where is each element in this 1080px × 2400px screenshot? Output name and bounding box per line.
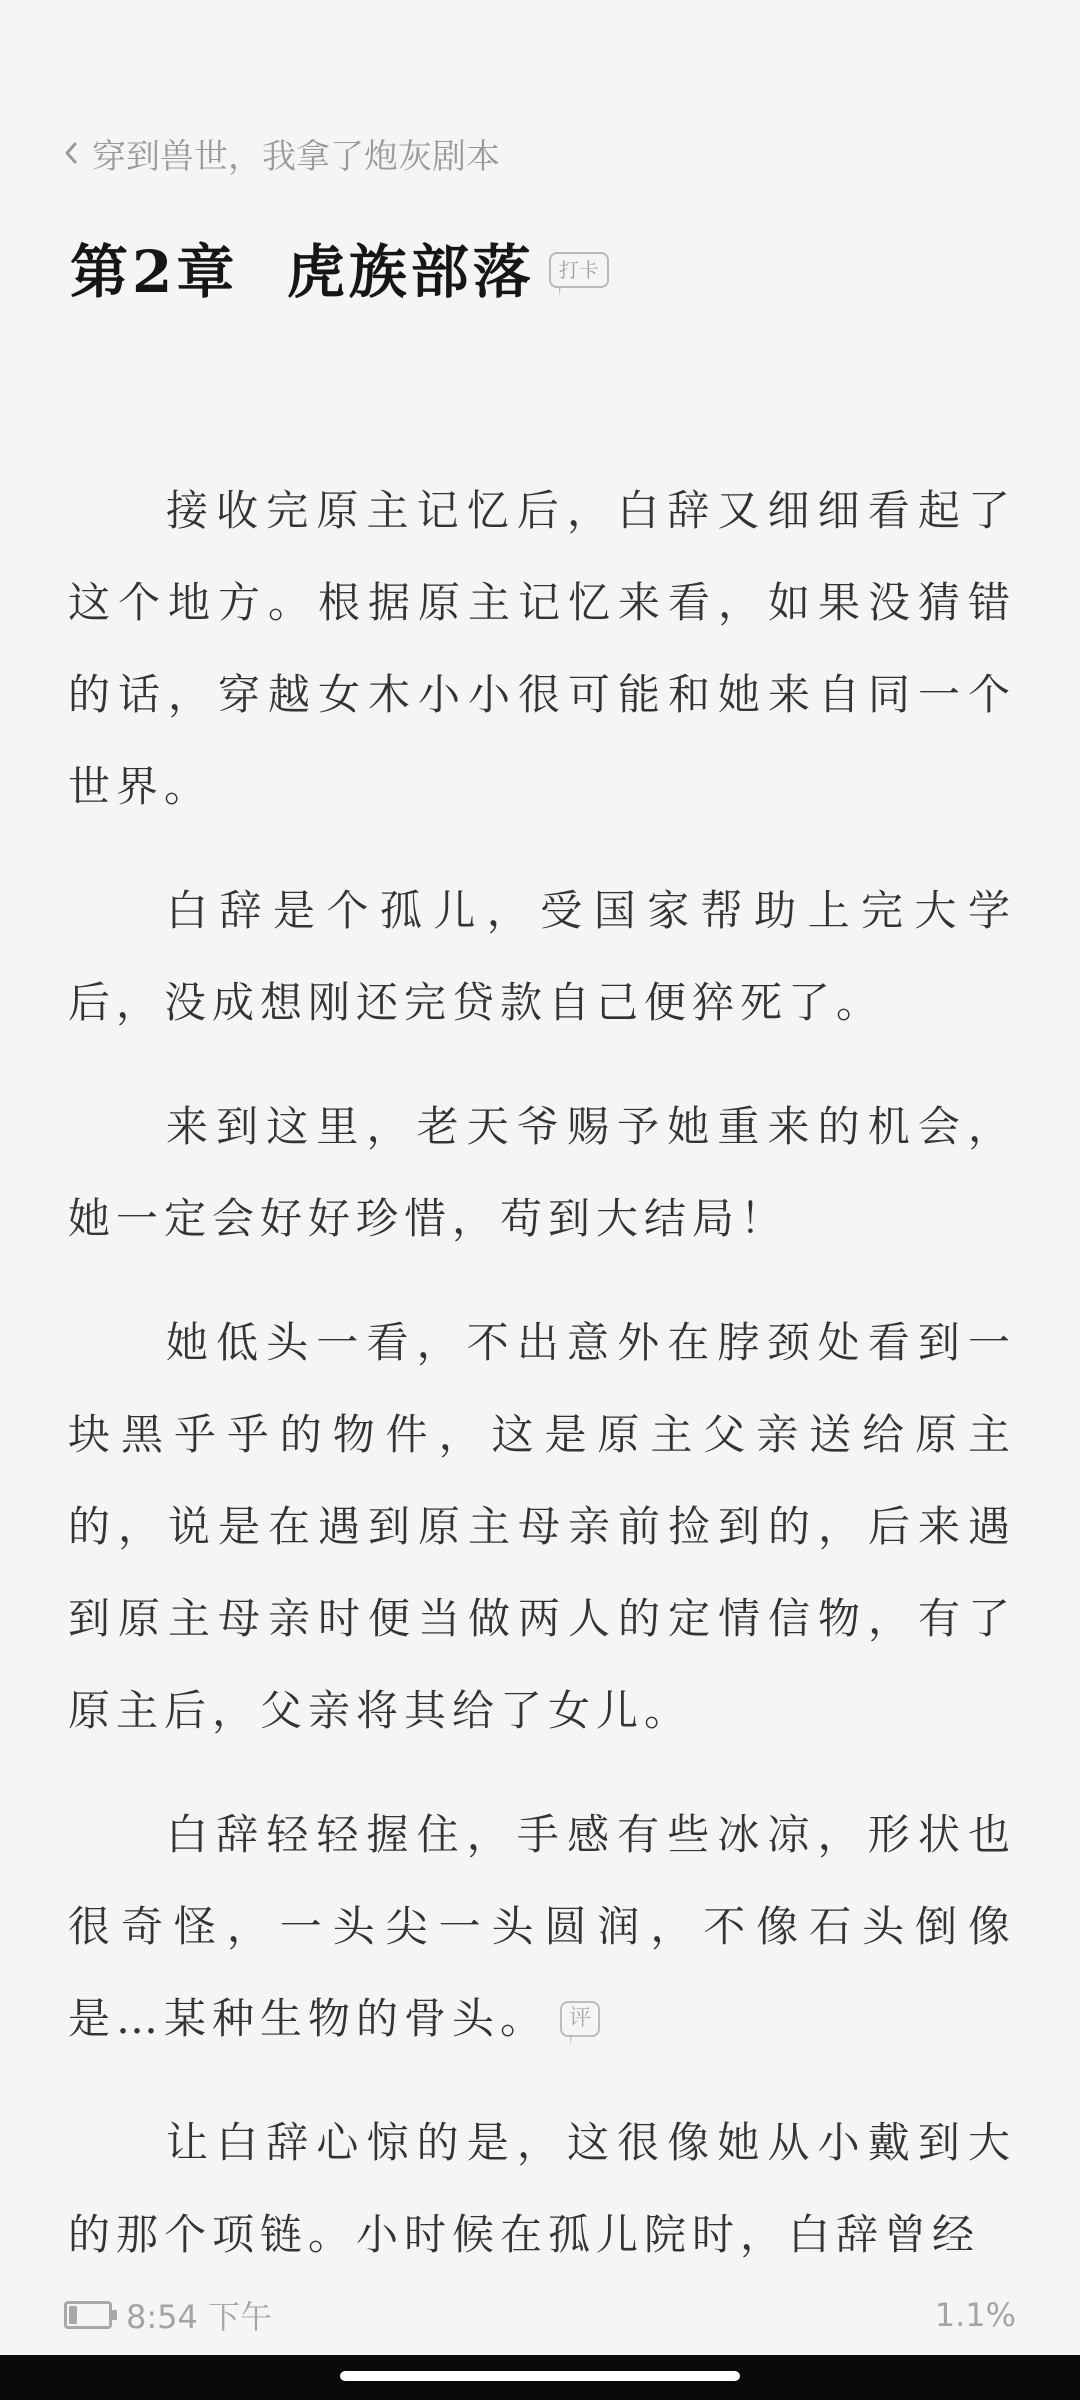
paragraph-text: 白辞轻轻握住，手感有些冰凉，形状也很奇怪，一头尖一头圆润，不像石头倒像是…某种生物的骨头。: [68, 1810, 1016, 2043]
battery-level-fill: [69, 2306, 77, 2324]
paragraph: 她低头一看，不出意外在脖颈处看到一块黑乎乎的物件，这是原主父亲送给原主的，说是在遇到原主母亲前捡到的，后来遇到原主母亲时便当做两人的定情信物，有了原主后，父亲将其给了女儿。: [68, 1318, 1016, 1735]
chevron-left-icon: [64, 141, 78, 165]
paragraph: 让白辞心惊的是，这很像她从小戴到大的那个项链。小时候在孤儿院时，白辞曾经: [68, 2118, 1016, 2259]
paragraph: 接收完原主记忆后，白辞又细细看起了这个地方。根据原主记忆来看，如果没猜错的话，穿越女木小小很可能和她来自同一个世界。: [68, 486, 1016, 811]
reading-progress: 1.1%: [934, 2296, 1016, 2334]
comment-button[interactable]: 评: [560, 2001, 600, 2037]
home-indicator[interactable]: [340, 2371, 740, 2381]
paragraph-with-comment: [68, 1789, 1016, 2065]
book-title: 穿到兽世，我拿了炮灰剧本: [92, 136, 500, 177]
system-navigation-bar: [0, 2355, 1080, 2400]
back-to-book-button[interactable]: [64, 128, 500, 178]
clock-time: 8:54 下午: [126, 2298, 273, 2336]
reader-status-bar: [64, 2290, 1016, 2340]
paragraph: 白辞是个孤儿，受国家帮助上完大学后，没成想刚还完贷款自己便猝死了。: [68, 886, 1016, 1027]
chapter-title: 第2章 虎族部落: [70, 238, 535, 306]
chapter-header: [70, 225, 609, 309]
battery-icon: [64, 2301, 112, 2329]
checkin-button[interactable]: 打卡: [549, 252, 609, 288]
chapter-content: [68, 465, 1016, 2313]
paragraph: 来到这里，老天爷赐予她重来的机会，她一定会好好珍惜，苟到大结局！: [68, 1102, 1016, 1243]
time-battery-group: [64, 2292, 272, 2338]
